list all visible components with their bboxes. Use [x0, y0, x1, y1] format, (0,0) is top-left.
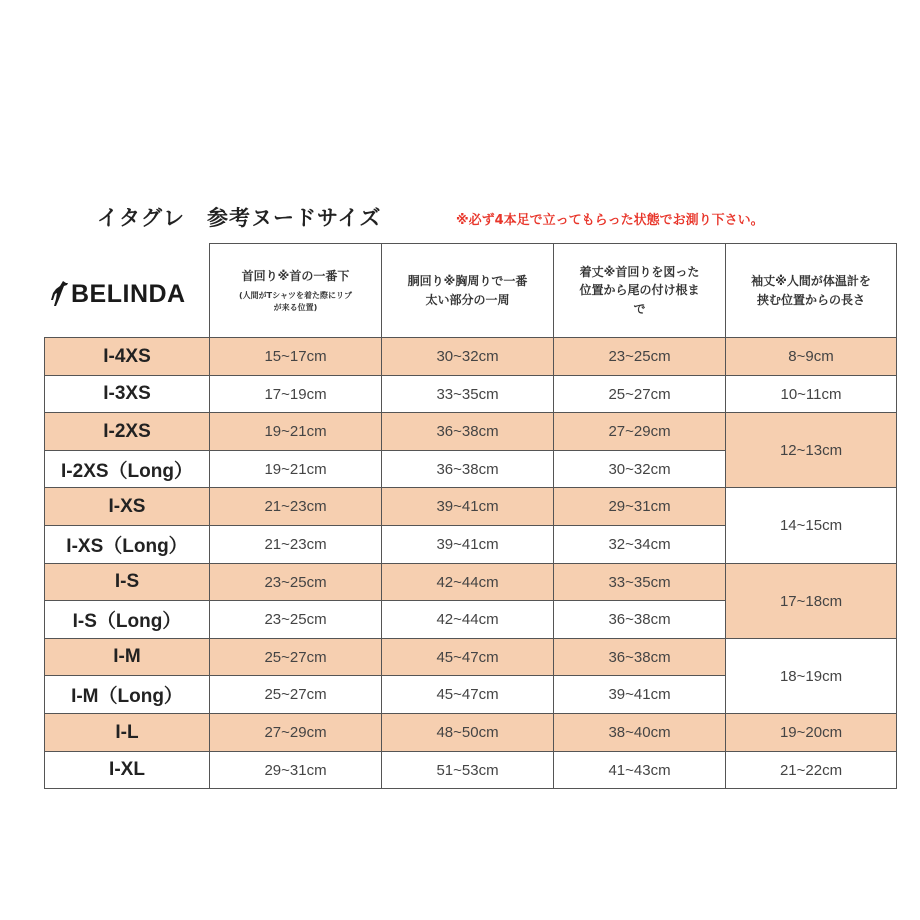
sleeve-cell	[725, 563, 897, 639]
chest-value: 45~47cm	[436, 686, 499, 703]
neck-cell	[209, 713, 382, 752]
length-value: 32~34cm	[608, 536, 671, 553]
neck-value: 15~17cm	[264, 348, 327, 365]
size-label: I-M	[113, 646, 141, 667]
size-label: I-M（Long）	[71, 686, 183, 707]
neck-value: 25~27cm	[264, 648, 327, 666]
neck-value: 27~29cm	[264, 724, 327, 741]
sleeve-value: 14~15cm	[779, 517, 843, 534]
neck-value: 17~19cm	[264, 385, 327, 403]
length-value: 41~43cm	[608, 761, 671, 779]
size-label-cell	[44, 450, 210, 488]
sleeve-cell	[725, 337, 897, 376]
length-cell	[553, 600, 726, 639]
length-value: 29~31cm	[608, 498, 671, 515]
neck-cell	[209, 600, 382, 639]
sleeve-cell	[725, 751, 897, 789]
sleeve-cell	[725, 713, 897, 752]
neck-cell	[209, 337, 382, 376]
header-length-line1: 着丈※首回りを図った	[579, 264, 700, 279]
sleeve-cell	[725, 412, 897, 488]
header-sleeve-line1: 袖丈※人間が体温計を	[751, 273, 871, 288]
sleeve-value: 17~18cm	[779, 592, 843, 610]
chest-value: 39~41cm	[436, 536, 499, 553]
header-sleeve	[725, 243, 897, 338]
sleeve-cell	[725, 487, 897, 564]
length-cell	[553, 337, 726, 376]
size-label: I-XS（Long）	[66, 536, 188, 557]
chest-value: 33~35cm	[436, 385, 499, 403]
length-value: 39~41cm	[608, 686, 671, 703]
chest-value: 30~32cm	[436, 348, 499, 365]
neck-cell	[209, 675, 382, 714]
sleeve-value: 18~19cm	[779, 667, 843, 685]
header-sleeve-line2: 挟む位置からの長さ	[756, 292, 865, 307]
length-cell	[553, 450, 726, 488]
length-value: 36~38cm	[608, 648, 671, 666]
length-cell	[553, 412, 726, 451]
size-label: I-L	[115, 721, 139, 743]
size-label-cell	[44, 675, 210, 714]
chest-cell	[381, 337, 554, 376]
neck-value: 23~25cm	[264, 573, 327, 591]
size-label: I-2XS（Long）	[61, 460, 193, 482]
length-cell	[553, 487, 726, 526]
size-label-cell	[44, 525, 210, 564]
header-chest-line1: 胴回り※胸周りで一番	[407, 273, 528, 288]
chest-cell	[381, 525, 554, 564]
chest-cell	[381, 751, 554, 789]
neck-cell	[209, 487, 382, 526]
chest-cell	[381, 375, 554, 413]
chest-cell	[381, 713, 554, 752]
chest-cell	[381, 450, 554, 488]
size-label-cell	[44, 375, 210, 413]
chest-value: 36~38cm	[436, 423, 499, 440]
length-cell	[553, 638, 726, 676]
length-cell	[553, 525, 726, 564]
header-length	[553, 243, 726, 338]
header-length-line2: 位置から尾の付け根ま	[579, 283, 700, 298]
sleeve-value: 10~11cm	[780, 385, 842, 403]
chart-title: イタグレ 参考ヌードサイズ	[97, 206, 382, 230]
size-label-cell	[44, 563, 210, 601]
length-value: 23~25cm	[608, 348, 671, 365]
sleeve-value: 12~13cm	[779, 441, 843, 459]
size-label-cell	[44, 412, 210, 451]
neck-cell	[209, 412, 382, 451]
size-label: I-S（Long）	[72, 611, 182, 632]
neck-cell	[209, 450, 382, 488]
header-neck-line2: (人間がTシャツを着た際にリブ	[239, 290, 352, 300]
neck-cell	[209, 563, 382, 601]
chest-cell	[381, 675, 554, 714]
sleeve-cell	[725, 375, 897, 413]
size-label-cell	[44, 713, 210, 752]
header-length-line3: で	[633, 301, 646, 316]
size-label-cell	[44, 337, 210, 376]
length-cell	[553, 675, 726, 714]
chest-value: 42~44cm	[436, 573, 499, 591]
length-cell	[553, 713, 726, 752]
length-cell	[553, 375, 726, 413]
neck-value: 25~27cm	[264, 686, 327, 703]
chest-cell	[381, 563, 554, 601]
size-label-cell	[44, 751, 210, 789]
sleeve-cell	[725, 638, 897, 714]
header-chest-line2: 太い部分の一周	[425, 292, 510, 307]
size-label: I-3XS	[103, 383, 151, 404]
length-value: 36~38cm	[608, 611, 671, 628]
sleeve-value: 19~20cm	[779, 724, 843, 741]
chest-value: 39~41cm	[436, 498, 499, 515]
neck-value: 21~23cm	[264, 536, 327, 553]
length-value: 33~35cm	[608, 573, 671, 591]
size-label: I-XS	[108, 495, 146, 517]
length-cell	[553, 751, 726, 789]
chest-cell	[381, 638, 554, 676]
chest-cell	[381, 412, 554, 451]
size-label-cell	[44, 638, 210, 676]
header-chest	[381, 243, 554, 338]
length-value: 30~32cm	[608, 460, 671, 478]
sleeve-value: 8~9cm	[788, 348, 834, 365]
neck-cell	[209, 751, 382, 789]
neck-value: 29~31cm	[264, 761, 327, 779]
measurement-note: ※必ず4本足で立ってもらった状態でお測り下さい。	[456, 213, 764, 228]
neck-value: 19~21cm	[264, 460, 327, 478]
neck-cell	[209, 638, 382, 676]
chest-cell	[381, 600, 554, 639]
brand-name: BELINDA	[71, 279, 186, 308]
size-label-cell	[44, 600, 210, 639]
sleeve-value: 21~22cm	[779, 761, 843, 779]
neck-cell	[209, 525, 382, 564]
chest-value: 45~47cm	[436, 648, 499, 666]
length-cell	[553, 563, 726, 601]
size-label: I-4XS	[103, 345, 151, 367]
length-value: 38~40cm	[608, 724, 671, 741]
neck-value: 23~25cm	[264, 611, 327, 628]
chest-cell	[381, 487, 554, 526]
length-value: 27~29cm	[608, 423, 671, 440]
size-label: I-XL	[109, 759, 145, 780]
header-neck-line1: 首回り※首の一番下	[241, 269, 350, 284]
size-label-cell	[44, 487, 210, 526]
chest-value: 48~50cm	[436, 724, 499, 741]
chest-value: 36~38cm	[436, 460, 499, 478]
header-neck	[209, 243, 382, 338]
size-label: I-S	[114, 571, 140, 592]
chest-value: 42~44cm	[436, 611, 499, 628]
header-neck-line3: が来る位置)	[273, 302, 318, 312]
neck-value: 19~21cm	[264, 423, 327, 440]
neck-cell	[209, 375, 382, 413]
chest-value: 51~53cm	[436, 761, 499, 779]
size-label: I-2XS	[103, 420, 151, 442]
length-value: 25~27cm	[608, 385, 671, 403]
neck-value: 21~23cm	[264, 498, 327, 515]
